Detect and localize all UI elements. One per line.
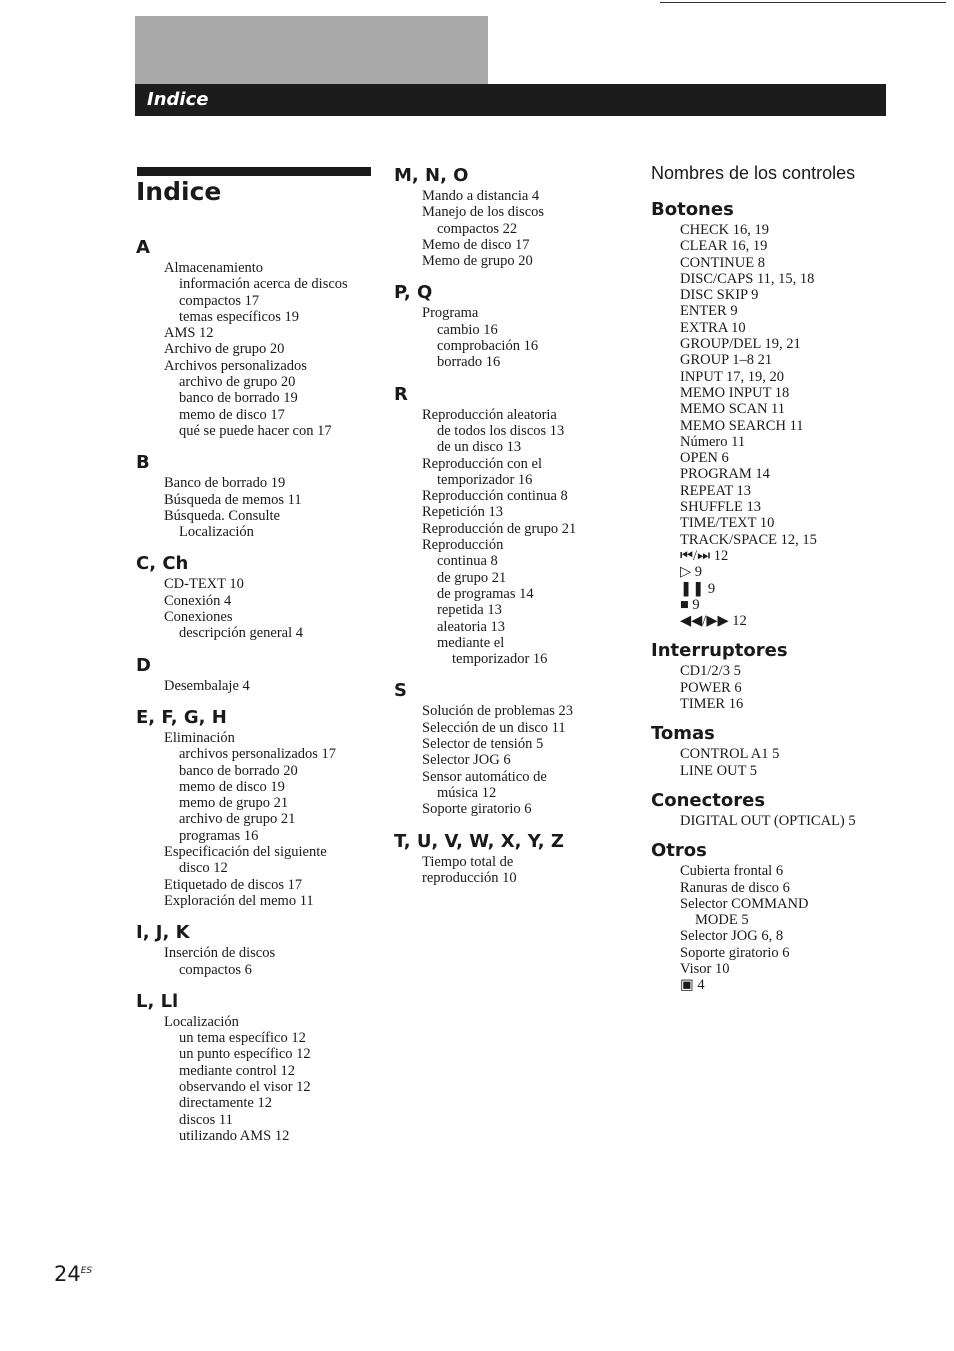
index-entry: archivo de grupo 21: [179, 811, 296, 828]
index-entry: discos 11: [179, 1111, 233, 1128]
index-entry: música 12: [437, 784, 497, 801]
index-entry: Búsqueda. Consulte: [164, 507, 280, 524]
index-entry: CHECK 16, 19: [680, 222, 770, 238]
index-entry: Exploración del memo 11: [164, 892, 314, 909]
index-entry: CD-TEXT 10: [164, 576, 244, 593]
index-entry-list: [136, 1014, 381, 1144]
page-number-value: 24: [54, 1262, 81, 1286]
index-entry: TIMER 16: [680, 696, 744, 713]
index-entry-list: [394, 188, 624, 269]
index-entry: Búsqueda de memos 11: [164, 491, 302, 508]
index-entry: mediante control 12: [179, 1062, 295, 1079]
index-entry: Selector JOG 6, 8: [680, 928, 784, 945]
index-entry: Selección de un disco 11: [422, 719, 566, 736]
index-entry: utilizando AMS 12: [179, 1127, 290, 1144]
section-heading: C, Ch: [136, 553, 189, 575]
index-entry-list: [136, 730, 381, 909]
index-entry-list: [394, 407, 624, 668]
section-heading: A: [136, 237, 150, 258]
index-entry: GROUP 1–8 21: [680, 352, 773, 369]
index-entry: DISC/CAPS 11, 15, 18: [680, 270, 815, 287]
index-entry: archivo de grupo 20: [179, 374, 296, 391]
index-entry: Reproducción aleatoria: [422, 406, 557, 423]
index-entry: Programa: [422, 305, 479, 322]
index-section: [136, 451, 381, 540]
title-rule: [137, 167, 371, 176]
index-section: [394, 679, 624, 817]
section-heading: E, F, G, H: [136, 706, 227, 728]
index-entry: información acerca de discos: [179, 276, 348, 293]
index-entry: qué se puede hacer con 17: [179, 422, 332, 439]
index-entry: MEMO SCAN 11: [680, 401, 786, 418]
index-entry-list: [136, 945, 381, 978]
index-section: [136, 921, 381, 978]
index-entry: LINE OUT 5: [680, 762, 758, 779]
index-entry: CLEAR 16, 19: [680, 238, 768, 255]
index-entry-list: [651, 663, 891, 712]
section-heading: Tomas: [651, 723, 715, 745]
index-entry: continua 8: [437, 553, 498, 570]
index-entry: PROGRAM 14: [680, 466, 770, 483]
index-entry: Conexiones: [164, 609, 233, 626]
section-heading: L, Ll: [136, 990, 179, 1012]
header-gray-block: [135, 16, 488, 84]
index-entry: mediante el: [437, 634, 505, 651]
index-entry: Memo de disco 17: [422, 236, 530, 253]
index-entry: INPUT 17, 19, 20: [680, 368, 785, 385]
index-entry: ◀◀/▶▶ 12: [680, 613, 747, 630]
index-entry: directamente 12: [179, 1095, 272, 1112]
index-entry: Número 11: [680, 433, 746, 450]
index-entry: Especificación del siguiente: [164, 844, 327, 861]
index-entry: Localización: [164, 1013, 239, 1030]
index-entry: Ranuras de disco 6: [680, 879, 790, 896]
index-entry: ⏮/⏭ 12: [680, 547, 729, 564]
index-entry: MODE 5: [695, 912, 749, 929]
index-entry: un punto específico 12: [179, 1046, 311, 1063]
index-entry: compactos 6: [179, 961, 252, 978]
index-entry: temporizador 16: [437, 471, 533, 488]
index-entry: Selector COMMAND: [680, 895, 809, 912]
index-entry: banco de borrado 19: [179, 390, 298, 407]
index-entry: descripción general 4: [179, 625, 304, 642]
index-entry: Banco de borrado 19: [164, 475, 286, 492]
index-entry: ENTER 9: [680, 303, 738, 320]
index-entry: AMS 12: [164, 325, 214, 342]
index-entry: Manejo de los discos: [422, 204, 545, 221]
section-heading: P, Q: [394, 282, 433, 304]
index-entry: repetida 13: [437, 602, 502, 619]
index-entry: Conexión 4: [164, 592, 232, 609]
index-entry: CONTROL A1 5: [680, 746, 780, 763]
index-section: [651, 839, 891, 993]
index-entry: EXTRA 10: [680, 319, 746, 336]
index-entry: Soporte giratorio 6: [680, 944, 790, 961]
index-section: [651, 789, 891, 829]
index-entry-list: [136, 260, 381, 439]
section-heading: I, J, K: [136, 922, 190, 944]
index-entry: MEMO INPUT 18: [680, 384, 790, 401]
index-entry: un tema específico 12: [179, 1030, 306, 1047]
index-entry: MEMO SEARCH 11: [680, 417, 804, 434]
section-heading: Interruptores: [651, 640, 788, 662]
index-entry: CD1/2/3 5: [680, 663, 741, 680]
index-entry: TIME/TEXT 10: [680, 515, 775, 532]
index-column-3: [651, 162, 891, 1004]
index-entry: Selector de tensión 5: [422, 736, 544, 753]
index-entry-list: [394, 703, 624, 817]
index-entry: DIGITAL OUT (OPTICAL) 5: [680, 812, 856, 829]
index-entry: Inserción de discos: [164, 945, 276, 962]
top-rule: [660, 2, 946, 3]
index-entry: observando el visor 12: [179, 1078, 311, 1095]
index-entry: SHUFFLE 13: [680, 499, 761, 516]
index-entry: de un disco 13: [437, 439, 522, 456]
section-heading: Otros: [651, 840, 707, 862]
index-entry: Cubierta frontal 6: [680, 863, 784, 880]
index-entry: Desembalaje 4: [164, 677, 250, 694]
controls-subtitle: Nombres de los controles: [651, 163, 856, 183]
index-section: [651, 198, 891, 629]
section-heading: D: [136, 654, 151, 676]
index-entry: DISC SKIP 9: [680, 287, 759, 304]
index-entry-list: [651, 222, 891, 629]
index-entry: compactos 17: [179, 292, 260, 309]
index-entry: comprobación 16: [437, 338, 539, 355]
index-entry: Etiquetado de discos 17: [164, 876, 303, 893]
index-entry: memo de disco 19: [179, 778, 285, 795]
section-heading: Conectores: [651, 789, 766, 811]
index-entry: TRACK/SPACE 12, 15: [680, 531, 817, 548]
index-entry: de grupo 21: [437, 569, 507, 586]
index-entry: Selector JOG 6: [422, 752, 511, 769]
index-entry: aleatoria 13: [437, 618, 506, 635]
index-entry: Tiempo total de: [422, 853, 514, 870]
index-section: [136, 236, 381, 439]
index-entry: programas 16: [179, 827, 259, 844]
index-entry: de programas 14: [437, 585, 534, 602]
index-entry-list: [136, 576, 381, 641]
index-entry: Eliminación: [164, 729, 235, 746]
index-entry: archivos personalizados 17: [179, 746, 337, 763]
index-entry: reproducción 10: [422, 869, 517, 886]
index-entry: ▣ 4: [680, 977, 705, 994]
section-heading: Botones: [651, 199, 734, 220]
index-column-1: [136, 236, 381, 1156]
index-entry: GROUP/DEL 19, 21: [680, 336, 801, 353]
index-entry: cambio 16: [437, 321, 498, 338]
index-entry: Mando a distancia 4: [422, 188, 540, 204]
index-entry-list: [651, 813, 891, 829]
index-entry: Reproducción: [422, 537, 504, 554]
index-entry: disco 12: [179, 860, 228, 877]
index-entry: memo de disco 17: [179, 406, 285, 423]
index-entry: Reproducción con el: [422, 455, 542, 472]
section-heading: R: [394, 383, 408, 405]
index-section: [394, 164, 624, 269]
index-entry: OPEN 6: [680, 450, 729, 467]
index-entry-list: [651, 746, 891, 779]
index-entry: Reproducción de grupo 21: [422, 520, 577, 537]
section-heading: M, N, O: [394, 165, 469, 186]
index-entry-list: [651, 863, 891, 993]
index-entry: Repetición 13: [422, 504, 503, 521]
index-section: [394, 281, 624, 370]
index-entry: temporizador 16: [452, 651, 548, 668]
index-entry: Archivo de grupo 20: [164, 341, 285, 358]
section-heading: B: [136, 452, 150, 474]
section-heading: S: [394, 680, 407, 702]
index-entry: Soporte giratorio 6: [422, 801, 532, 818]
index-entry: Memo de grupo 20: [422, 253, 533, 270]
index-entry: borrado 16: [437, 354, 501, 371]
index-entry: banco de borrado 20: [179, 762, 298, 779]
index-section: [394, 383, 624, 668]
page-title: Indice: [136, 177, 222, 206]
index-entry-list: [136, 678, 381, 694]
index-column-2: [394, 164, 624, 898]
index-entry-list: [394, 854, 624, 887]
index-entry-list: [136, 475, 381, 540]
index-entry: compactos 22: [437, 220, 518, 237]
index-entry: ■ 9: [680, 596, 700, 613]
page-number: [54, 1262, 92, 1286]
index-entry: REPEAT 13: [680, 482, 752, 499]
index-section: [136, 990, 381, 1144]
index-entry: Archivos personalizados: [164, 357, 307, 374]
header-bar: [135, 84, 886, 116]
index-entry: memo de grupo 21: [179, 795, 289, 812]
index-section: [394, 830, 624, 887]
index-section: [136, 706, 381, 909]
controls-sections: [651, 198, 891, 994]
index-entry: Reproducción continua 8: [422, 488, 568, 505]
index-section: [651, 722, 891, 779]
index-entry: CONTINUE 8: [680, 254, 765, 271]
index-entry: Sensor automático de: [422, 768, 547, 785]
index-section: [136, 552, 381, 641]
index-entry: ❚❚ 9: [680, 580, 716, 597]
index-entry: POWER 6: [680, 679, 742, 696]
index-section: [136, 654, 381, 694]
index-entry: de todos los discos 13: [437, 422, 565, 439]
index-entry: ▷ 9: [680, 564, 703, 581]
index-entry: Solución de problemas 23: [422, 703, 574, 720]
page-language: ES: [80, 1266, 93, 1276]
index-entry-list: [394, 305, 624, 370]
index-entry: Visor 10: [680, 960, 730, 977]
index-entry: Localización: [179, 524, 254, 541]
index-section: [651, 639, 891, 712]
index-entry: temas específicos 19: [179, 308, 299, 325]
index-entry: Almacenamiento: [164, 260, 264, 276]
section-heading: T, U, V, W, X, Y, Z: [394, 830, 564, 852]
header-bar-title: Indice: [147, 89, 209, 110]
